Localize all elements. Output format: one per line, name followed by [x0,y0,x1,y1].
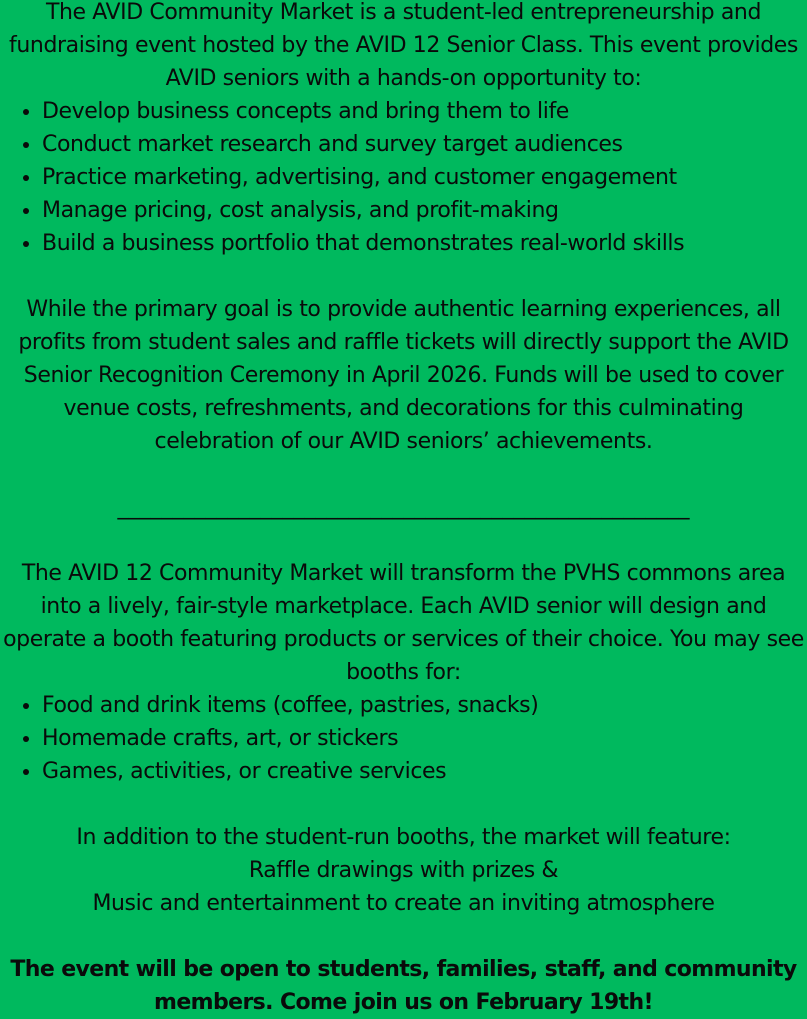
list-item: • Develop business concepts and bring them to life [42,95,807,128]
booth-list [0,689,807,788]
list-item: • Games, activities, or creative services [42,755,807,788]
closing-statement: The event will be open to students, families, staff, and community members. Come join us on February 19th! [10,957,797,1015]
market-paragraph: The AVID 12 Community Market will transform the PVHS commons area into a lively, fair-style marketplace. Each AVID senior will design and operate a booth featuring products or services of their choice. You may see booths for: [3,561,804,685]
list-item: • Practice marketing, advertising, and customer engagement [42,161,807,194]
divider-line: ____________________________________________________ [117,495,690,520]
features-raffle: Raffle drawings with prizes & [248,858,559,883]
funds-paragraph: While the primary goal is to provide authentic learning experiences, all profits from student sales and raffle tickets will directly support the AVID Senior Recognition Ceremony in April 2026. Funds will be used to cover venue costs, refreshments, and decorations for this culminating celebration of our AVID seniors’ achievements. [18,297,789,454]
spacer [0,260,807,293]
list-item: • Manage pricing, cost analysis, and profit-making [42,194,807,227]
spacer [0,524,807,557]
intro-list [0,95,807,260]
list-item: • Conduct market research and survey target audiences [42,128,807,161]
intro-paragraph: The AVID Community Market is a student-led entrepreneurship and fundraising event hosted by the AVID 12 Senior Class. This event provides AVID seniors with a hands-on opportunity to: [9,0,798,91]
spacer [0,788,807,821]
list-item: • Food and drink items (coffee, pastries, snacks) [42,689,807,722]
features-music: Music and entertainment to create an inviting atmosphere [92,891,715,916]
list-item: • Homemade crafts, art, or stickers [42,722,807,755]
spacer [0,458,807,491]
features-lead: In addition to the student-run booths, the market will feature: [76,825,731,850]
list-item: • Build a business portfolio that demonstrates real-world skills [42,227,807,260]
spacer [0,920,807,953]
